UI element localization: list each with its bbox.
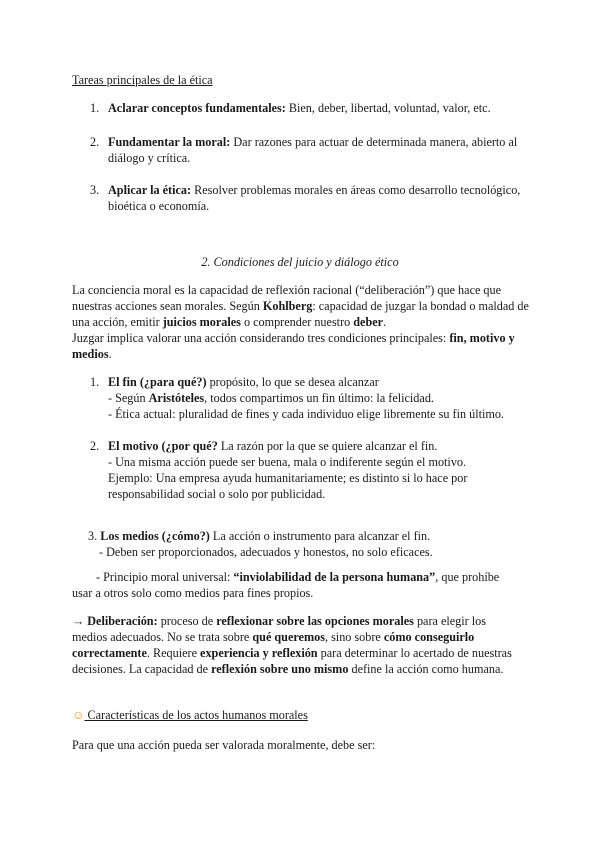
text-run: nuestras acciones sean morales. Según: [72, 299, 263, 313]
bold-term: deber: [353, 315, 384, 329]
item-text: Resolver problemas morales en áreas como desarrollo tecnológico,: [191, 183, 521, 197]
item-text: Bien, deber, libertad, voluntad, valor, etc.: [285, 101, 491, 115]
item-bold: Aclarar conceptos fundamentales:: [108, 101, 286, 115]
intro-line-2: [72, 298, 529, 314]
bold-term: reflexionar sobre las opciones morales: [216, 614, 414, 628]
list-number: 3.: [88, 529, 98, 543]
list-item-fundamentar: [108, 134, 517, 150]
section-heading-caracteristicas: [72, 707, 308, 723]
arrow-icon: →: [72, 614, 88, 628]
bold-term: reflexión sobre uno mismo: [211, 662, 349, 676]
bold-term: medios: [72, 347, 109, 361]
motivo-sub-1: - Una misma acción puede ser buena, mala o indiferente según el motivo.: [108, 455, 467, 469]
bold-term: juicios morales: [162, 315, 241, 329]
bold-term: “inviolabilidad de la persona humana”: [233, 570, 436, 584]
bold-term: correctamente: [72, 646, 147, 660]
text-run: define la acción como humana.: [348, 662, 504, 676]
caracteristicas-intro: Para que una acción pueda ser valorada moralmente, debe ser:: [72, 738, 376, 752]
text-run: .: [383, 315, 387, 329]
text-run: , sino sobre: [324, 630, 384, 644]
text-run: . Requiere: [146, 646, 201, 660]
text-run: , todos compartimos un fin último: la felicidad.: [204, 391, 434, 405]
text-run: - Según: [108, 391, 149, 405]
deliberacion-line-3: [72, 645, 512, 661]
bold-term: experiencia y reflexión: [200, 646, 318, 660]
bold-term: Deliberación:: [87, 614, 158, 628]
deliberacion-line-4: [72, 661, 503, 677]
text-run: proceso de: [157, 614, 217, 628]
list-item-continuation: diálogo y crítica.: [108, 151, 191, 165]
medios-sub-1: - Deben ser proporcionados, adecuados y honestos, no solo eficaces.: [99, 545, 433, 559]
intro-line-1: La conciencia moral es la capacidad de reflexión racional (“deliberación”) que hace que: [72, 283, 502, 297]
text-run: La razón por la que se quiere alcanzar el fin.: [217, 439, 438, 453]
principio-line-1: [96, 569, 499, 585]
list-number: 2.: [90, 135, 100, 149]
aristoteles-name: Aristóteles: [148, 391, 205, 405]
bold-term: qué queremos: [252, 630, 325, 644]
motivo-sub-3: responsabilidad social o solo por publicidad.: [108, 487, 326, 501]
text-run: , que prohíbe: [435, 570, 500, 584]
text-run: una acción, emitir: [72, 315, 163, 329]
text-run: o comprender nuestro: [240, 315, 354, 329]
condition-medios: [88, 528, 430, 544]
principio-line-2: usar a otros solo como medios para fines propios.: [72, 586, 314, 600]
condition-motivo: [108, 438, 437, 454]
deliberacion-line-2: [72, 629, 474, 645]
text-run: para elegir los: [413, 614, 486, 628]
list-item-continuation: bioética o economía.: [108, 199, 210, 213]
bold-term: fin, motivo y: [449, 331, 515, 345]
condition-fin: [108, 374, 379, 390]
intro-line-3: [72, 314, 386, 330]
list-number: 1.: [90, 101, 100, 115]
bold-term: cómo conseguirlo: [383, 630, 475, 644]
condition-title: El fin (¿para qué?): [108, 375, 207, 389]
section-heading-tareas: Tareas principales de la ética: [72, 73, 213, 87]
text-run: .: [108, 347, 112, 361]
list-number: 1.: [90, 375, 100, 389]
list-item-aplicar: [108, 182, 520, 198]
intro-line-4: [72, 330, 515, 346]
text-run: propósito, lo que se desea alcanzar: [206, 375, 379, 389]
text-run: Juzgar implica valorar una acción considerando tres condiciones principales:: [72, 331, 450, 345]
condition-title: Los medios (¿cómo?): [100, 529, 210, 543]
intro-line-5: [72, 346, 112, 362]
list-item-aclarar: [108, 100, 491, 116]
smiley-icon: ☺: [72, 708, 85, 722]
text-run: : capacidad de juzgar la bondad o maldad de: [312, 299, 529, 313]
fin-sub-1: [108, 390, 434, 406]
text-run: - Principio moral universal:: [96, 570, 234, 584]
text-run: medios adecuados. No se trata sobre: [72, 630, 253, 644]
text-run: decisiones. La capacidad de: [72, 662, 212, 676]
item-bold: Aplicar la ética:: [108, 183, 192, 197]
list-number: 3.: [90, 183, 100, 197]
fin-sub-2: - Ética actual: pluralidad de fines y cada individuo elige libremente su fin último.: [108, 407, 504, 421]
item-bold: Fundamentar la moral:: [108, 135, 231, 149]
deliberacion-line-1: [72, 613, 486, 629]
text-run: para determinar lo acertado de nuestras: [317, 646, 512, 660]
section-title-condiciones: 2. Condiciones del juicio y diálogo ético: [201, 255, 399, 269]
heading-text: Características de los actos humanos morales: [84, 708, 308, 722]
list-number: 2.: [90, 439, 100, 453]
kohlberg-name: Kohlberg: [262, 299, 313, 313]
text-run: La acción o instrumento para alcanzar el fin.: [209, 529, 431, 543]
motivo-sub-2: Ejemplo: Una empresa ayuda humanitariamente; es distinto si lo hace por: [108, 471, 468, 485]
item-text: Dar razones para actuar de determinada manera, abierto al: [230, 135, 518, 149]
condition-title: El motivo (¿por qué?: [108, 439, 218, 453]
